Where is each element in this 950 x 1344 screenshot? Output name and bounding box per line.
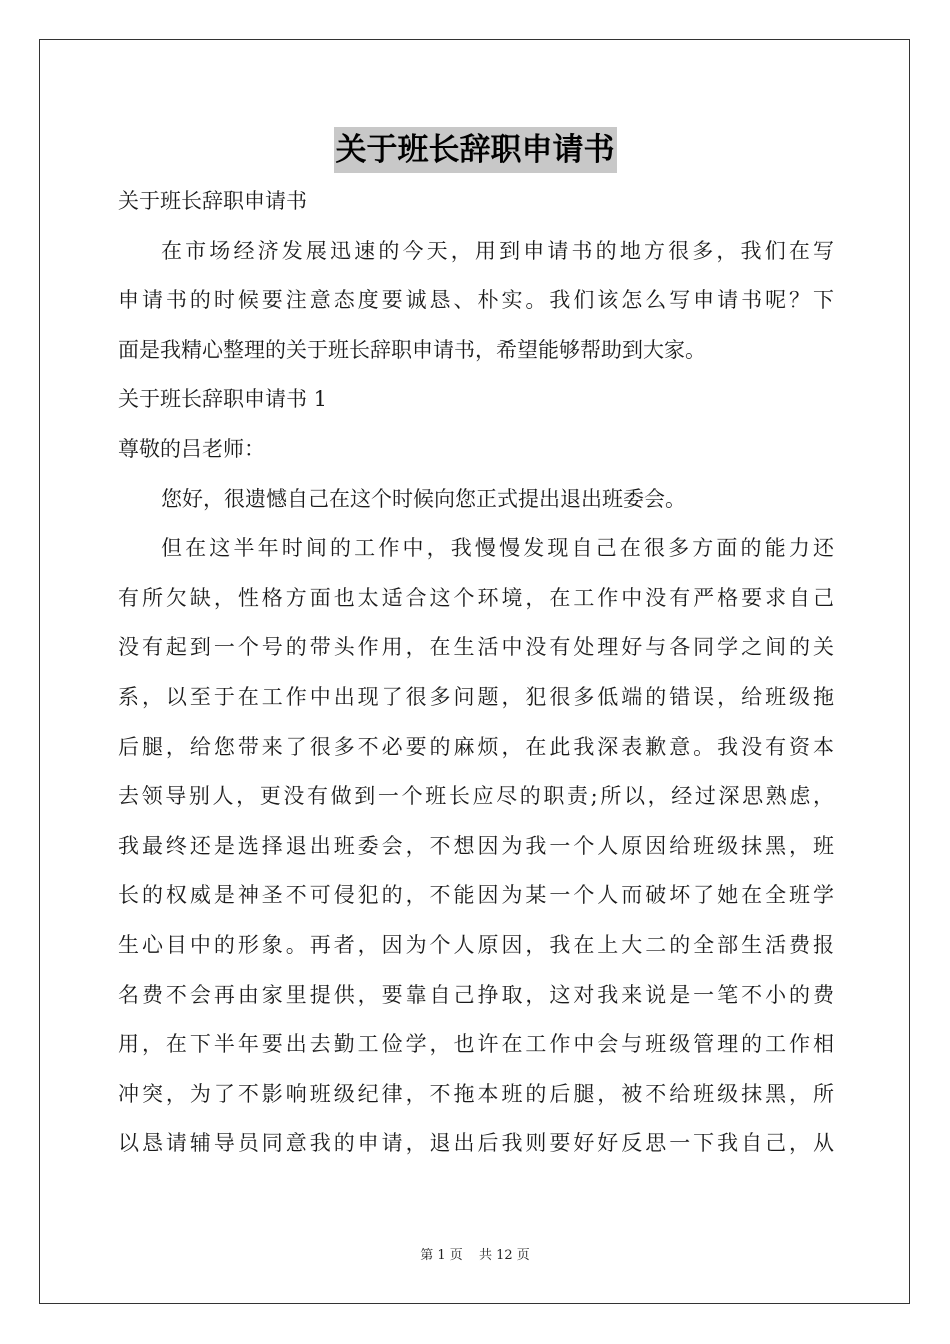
text-line: 我最终还是选择退出班委会，不想因为我一个人原因给班级抹黑，班 (118, 833, 834, 858)
text-line: 有所欠缺，性格方面也太适合这个环境，在工作中没有严格要求自己 (118, 585, 834, 610)
text-line: 尊敬的吕老师： (118, 436, 265, 461)
page-total: 共 12 页 (478, 1248, 530, 1263)
text-line: 系，以至于在工作中出现了很多问题，犯很多低端的错误，给班级拖 (118, 684, 834, 709)
text-line: 长的权威是神圣不可侵犯的，不能因为某一个人而破坏了她在全班学 (118, 883, 834, 908)
text-line: 没有起到一个号的带头作用，在生活中没有处理好与各同学之间的关 (118, 635, 834, 660)
text-line: 名费不会再由家里提供，要靠自己挣取，这对我来说是一笔不小的费 (118, 982, 834, 1007)
text-line: 关于班长辞职申请书 1 (118, 387, 328, 412)
text-line: 面是我精心整理的关于班长辞职申请书，希望能够帮助到大家。 (118, 337, 706, 362)
text-line: 用，在下半年要出去勤工俭学，也许在工作中会与班级管理的工作相 (118, 1032, 834, 1057)
document-body (118, 177, 834, 1169)
text-line: 但在这半年时间的工作中，我慢慢发现自己在很多方面的能力还 (161, 536, 834, 561)
text-line: 您好，很遗憾自己在这个时候向您正式提出退出班委会。 (161, 486, 686, 511)
text-line: 生心目中的形象。再者，因为个人原因，我在上大二的全部生活费报 (118, 932, 834, 957)
text-line: 在市场经济发展迅速的今天，用到申请书的地方很多，我们在写 (161, 238, 834, 263)
page-footer (0, 1244, 950, 1263)
document-title: 关于班长辞职申请书 (334, 127, 617, 173)
text-line: 冲突，为了不影响班级纪律，不拖本班的后腿，被不给班级抹黑，所 (118, 1081, 834, 1106)
page-number: 第 1 页 (420, 1248, 463, 1263)
text-line: 申请书的时候要注意态度要诚恳、朴实。我们该怎么写申请书呢？下 (118, 288, 834, 313)
text-line: 关于班长辞职申请书 (118, 189, 307, 213)
text-line: 去领导别人，更没有做到一个班长应尽的职责;所以，经过深思熟虑， (118, 784, 834, 809)
title-container (0, 127, 950, 173)
text-line: 以恳请辅导员同意我的申请，退出后我则要好好反思一下我自己，从 (118, 1131, 834, 1156)
text-line: 后腿，给您带来了很多不必要的麻烦，在此我深表歉意。我没有资本 (118, 734, 834, 759)
